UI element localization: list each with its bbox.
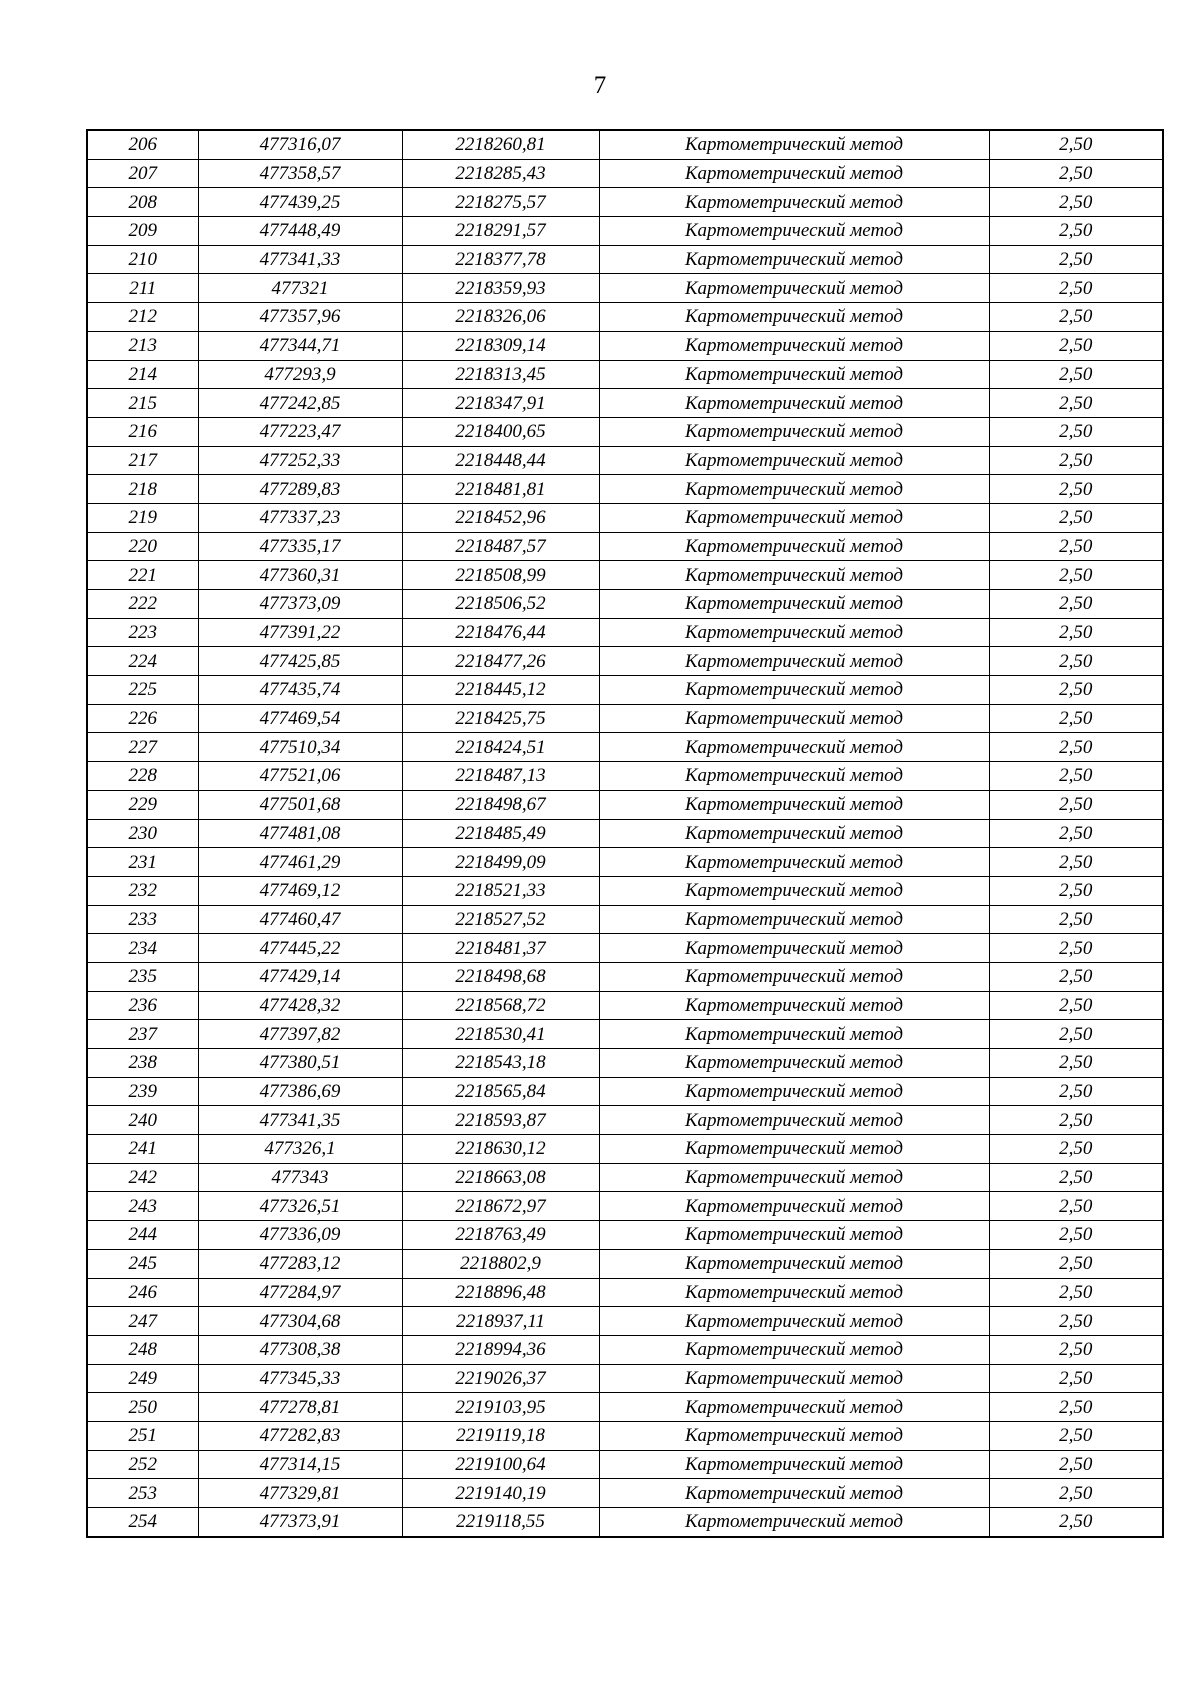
x-coordinate-cell: 477439,25 <box>198 188 402 217</box>
point-number-cell: 215 <box>87 389 198 418</box>
y-coordinate-cell: 2218481,37 <box>402 934 599 963</box>
y-coordinate-cell: 2218448,44 <box>402 446 599 475</box>
method-cell: Картометрический метод <box>599 704 989 733</box>
table-row <box>87 331 1163 360</box>
point-number-cell: 252 <box>87 1450 198 1479</box>
x-coordinate-cell: 477316,07 <box>198 130 402 159</box>
method-cell: Картометрический метод <box>599 1479 989 1508</box>
x-coordinate-cell: 477460,47 <box>198 905 402 934</box>
method-cell: Картометрический метод <box>599 1077 989 1106</box>
method-cell: Картометрический метод <box>599 733 989 762</box>
point-number-cell: 229 <box>87 790 198 819</box>
y-coordinate-cell: 2218347,91 <box>402 389 599 418</box>
point-number-cell: 208 <box>87 188 198 217</box>
table-row <box>87 303 1163 332</box>
accuracy-cell: 2,50 <box>989 1450 1163 1479</box>
table-row <box>87 1307 1163 1336</box>
accuracy-cell: 2,50 <box>989 1077 1163 1106</box>
method-cell: Картометрический метод <box>599 1364 989 1393</box>
table-row <box>87 962 1163 991</box>
accuracy-cell: 2,50 <box>989 1335 1163 1364</box>
x-coordinate-cell: 477469,12 <box>198 876 402 905</box>
table-row <box>87 1335 1163 1364</box>
point-number-cell: 224 <box>87 647 198 676</box>
x-coordinate-cell: 477386,69 <box>198 1077 402 1106</box>
accuracy-cell: 2,50 <box>989 819 1163 848</box>
point-number-cell: 233 <box>87 905 198 934</box>
method-cell: Картометрический метод <box>599 389 989 418</box>
point-number-cell: 250 <box>87 1393 198 1422</box>
method-cell: Картометрический метод <box>599 676 989 705</box>
y-coordinate-cell: 2218260,81 <box>402 130 599 159</box>
accuracy-cell: 2,50 <box>989 733 1163 762</box>
table-row <box>87 1135 1163 1164</box>
accuracy-cell: 2,50 <box>989 1106 1163 1135</box>
point-number-cell: 220 <box>87 532 198 561</box>
table-row <box>87 1393 1163 1422</box>
y-coordinate-cell: 2218291,57 <box>402 217 599 246</box>
accuracy-cell: 2,50 <box>989 1421 1163 1450</box>
table-row <box>87 934 1163 963</box>
table-row <box>87 217 1163 246</box>
table-row <box>87 130 1163 159</box>
y-coordinate-cell: 2218425,75 <box>402 704 599 733</box>
table-row <box>87 245 1163 274</box>
point-number-cell: 244 <box>87 1221 198 1250</box>
x-coordinate-cell: 477373,91 <box>198 1508 402 1537</box>
x-coordinate-cell: 477357,96 <box>198 303 402 332</box>
point-number-cell: 232 <box>87 876 198 905</box>
x-coordinate-cell: 477461,29 <box>198 848 402 877</box>
table-row <box>87 991 1163 1020</box>
table-row <box>87 417 1163 446</box>
method-cell: Картометрический метод <box>599 561 989 590</box>
x-coordinate-cell: 477308,38 <box>198 1335 402 1364</box>
y-coordinate-cell: 2218994,36 <box>402 1335 599 1364</box>
accuracy-cell: 2,50 <box>989 1307 1163 1336</box>
y-coordinate-cell: 2219140,19 <box>402 1479 599 1508</box>
x-coordinate-cell: 477397,82 <box>198 1020 402 1049</box>
table-row <box>87 762 1163 791</box>
y-coordinate-cell: 2218565,84 <box>402 1077 599 1106</box>
y-coordinate-cell: 2218498,67 <box>402 790 599 819</box>
point-number-cell: 212 <box>87 303 198 332</box>
x-coordinate-cell: 477337,23 <box>198 503 402 532</box>
method-cell: Картометрический метод <box>599 1508 989 1537</box>
table-row <box>87 1450 1163 1479</box>
point-number-cell: 238 <box>87 1049 198 1078</box>
method-cell: Картометрический метод <box>599 1192 989 1221</box>
accuracy-cell: 2,50 <box>989 1364 1163 1393</box>
table-row <box>87 1278 1163 1307</box>
accuracy-cell: 2,50 <box>989 389 1163 418</box>
x-coordinate-cell: 477282,83 <box>198 1421 402 1450</box>
x-coordinate-cell: 477293,9 <box>198 360 402 389</box>
x-coordinate-cell: 477373,09 <box>198 590 402 619</box>
point-number-cell: 247 <box>87 1307 198 1336</box>
accuracy-cell: 2,50 <box>989 303 1163 332</box>
method-cell: Картометрический метод <box>599 503 989 532</box>
accuracy-cell: 2,50 <box>989 188 1163 217</box>
table-row <box>87 1221 1163 1250</box>
y-coordinate-cell: 2218521,33 <box>402 876 599 905</box>
point-number-cell: 235 <box>87 962 198 991</box>
method-cell: Картометрический метод <box>599 274 989 303</box>
method-cell: Картометрический метод <box>599 819 989 848</box>
table-row <box>87 1163 1163 1192</box>
method-cell: Картометрический метод <box>599 762 989 791</box>
table-row <box>87 1020 1163 1049</box>
accuracy-cell: 2,50 <box>989 159 1163 188</box>
x-coordinate-cell: 477341,35 <box>198 1106 402 1135</box>
table-row <box>87 905 1163 934</box>
method-cell: Картометрический метод <box>599 1163 989 1192</box>
table-row <box>87 819 1163 848</box>
point-number-cell: 234 <box>87 934 198 963</box>
point-number-cell: 246 <box>87 1278 198 1307</box>
point-number-cell: 226 <box>87 704 198 733</box>
y-coordinate-cell: 2218498,68 <box>402 962 599 991</box>
accuracy-cell: 2,50 <box>989 1020 1163 1049</box>
y-coordinate-cell: 2218630,12 <box>402 1135 599 1164</box>
x-coordinate-cell: 477481,08 <box>198 819 402 848</box>
x-coordinate-cell: 477429,14 <box>198 962 402 991</box>
point-number-cell: 221 <box>87 561 198 590</box>
y-coordinate-cell: 2218481,81 <box>402 475 599 504</box>
point-number-cell: 245 <box>87 1249 198 1278</box>
method-cell: Картометрический метод <box>599 130 989 159</box>
x-coordinate-cell: 477321 <box>198 274 402 303</box>
accuracy-cell: 2,50 <box>989 1163 1163 1192</box>
x-coordinate-cell: 477391,22 <box>198 618 402 647</box>
accuracy-cell: 2,50 <box>989 503 1163 532</box>
method-cell: Картометрический метод <box>599 331 989 360</box>
accuracy-cell: 2,50 <box>989 1221 1163 1250</box>
x-coordinate-cell: 477445,22 <box>198 934 402 963</box>
x-coordinate-cell: 477521,06 <box>198 762 402 791</box>
x-coordinate-cell: 477343 <box>198 1163 402 1192</box>
accuracy-cell: 2,50 <box>989 1135 1163 1164</box>
method-cell: Картометрический метод <box>599 532 989 561</box>
point-number-cell: 216 <box>87 417 198 446</box>
y-coordinate-cell: 2219100,64 <box>402 1450 599 1479</box>
method-cell: Картометрический метод <box>599 446 989 475</box>
method-cell: Картометрический метод <box>599 1049 989 1078</box>
accuracy-cell: 2,50 <box>989 991 1163 1020</box>
x-coordinate-cell: 477341,33 <box>198 245 402 274</box>
x-coordinate-cell: 477448,49 <box>198 217 402 246</box>
accuracy-cell: 2,50 <box>989 331 1163 360</box>
point-number-cell: 217 <box>87 446 198 475</box>
accuracy-cell: 2,50 <box>989 790 1163 819</box>
accuracy-cell: 2,50 <box>989 475 1163 504</box>
point-number-cell: 242 <box>87 1163 198 1192</box>
accuracy-cell: 2,50 <box>989 1192 1163 1221</box>
accuracy-cell: 2,50 <box>989 561 1163 590</box>
accuracy-cell: 2,50 <box>989 417 1163 446</box>
accuracy-cell: 2,50 <box>989 905 1163 934</box>
accuracy-cell: 2,50 <box>989 1508 1163 1537</box>
y-coordinate-cell: 2218275,57 <box>402 188 599 217</box>
table-row <box>87 733 1163 762</box>
method-cell: Картометрический метод <box>599 618 989 647</box>
table-row <box>87 618 1163 647</box>
method-cell: Картометрический метод <box>599 1221 989 1250</box>
point-number-cell: 231 <box>87 848 198 877</box>
accuracy-cell: 2,50 <box>989 217 1163 246</box>
table-row <box>87 1421 1163 1450</box>
accuracy-cell: 2,50 <box>989 762 1163 791</box>
x-coordinate-cell: 477329,81 <box>198 1479 402 1508</box>
table-row <box>87 389 1163 418</box>
x-coordinate-cell: 477252,33 <box>198 446 402 475</box>
point-number-cell: 237 <box>87 1020 198 1049</box>
x-coordinate-cell: 477223,47 <box>198 417 402 446</box>
table-row <box>87 360 1163 389</box>
method-cell: Картометрический метод <box>599 1307 989 1336</box>
y-coordinate-cell: 2219118,55 <box>402 1508 599 1537</box>
accuracy-cell: 2,50 <box>989 876 1163 905</box>
y-coordinate-cell: 2218937,11 <box>402 1307 599 1336</box>
table-row <box>87 704 1163 733</box>
method-cell: Картометрический метод <box>599 360 989 389</box>
point-number-cell: 243 <box>87 1192 198 1221</box>
method-cell: Картометрический метод <box>599 962 989 991</box>
y-coordinate-cell: 2218445,12 <box>402 676 599 705</box>
method-cell: Картометрический метод <box>599 876 989 905</box>
x-coordinate-cell: 477283,12 <box>198 1249 402 1278</box>
accuracy-cell: 2,50 <box>989 934 1163 963</box>
table-row <box>87 647 1163 676</box>
method-cell: Картометрический метод <box>599 188 989 217</box>
x-coordinate-cell: 477380,51 <box>198 1049 402 1078</box>
page-number: 7 <box>593 72 607 99</box>
method-cell: Картометрический метод <box>599 1278 989 1307</box>
x-coordinate-cell: 477284,97 <box>198 1278 402 1307</box>
method-cell: Картометрический метод <box>599 245 989 274</box>
x-coordinate-cell: 477326,51 <box>198 1192 402 1221</box>
accuracy-cell: 2,50 <box>989 446 1163 475</box>
y-coordinate-cell: 2218568,72 <box>402 991 599 1020</box>
x-coordinate-cell: 477344,71 <box>198 331 402 360</box>
method-cell: Картометрический метод <box>599 217 989 246</box>
x-coordinate-cell: 477501,68 <box>198 790 402 819</box>
point-number-cell: 248 <box>87 1335 198 1364</box>
x-coordinate-cell: 477314,15 <box>198 1450 402 1479</box>
point-number-cell: 254 <box>87 1508 198 1537</box>
x-coordinate-cell: 477304,68 <box>198 1307 402 1336</box>
method-cell: Картометрический метод <box>599 1249 989 1278</box>
x-coordinate-cell: 477469,54 <box>198 704 402 733</box>
point-number-cell: 253 <box>87 1479 198 1508</box>
coordinates-table-body <box>87 130 1163 1537</box>
table-row <box>87 1049 1163 1078</box>
y-coordinate-cell: 2218499,09 <box>402 848 599 877</box>
method-cell: Картометрический метод <box>599 1106 989 1135</box>
y-coordinate-cell: 2218593,87 <box>402 1106 599 1135</box>
table-row <box>87 1249 1163 1278</box>
point-number-cell: 240 <box>87 1106 198 1135</box>
accuracy-cell: 2,50 <box>989 130 1163 159</box>
table-row <box>87 1479 1163 1508</box>
x-coordinate-cell: 477435,74 <box>198 676 402 705</box>
point-number-cell: 207 <box>87 159 198 188</box>
point-number-cell: 209 <box>87 217 198 246</box>
x-coordinate-cell: 477336,09 <box>198 1221 402 1250</box>
accuracy-cell: 2,50 <box>989 848 1163 877</box>
y-coordinate-cell: 2218377,78 <box>402 245 599 274</box>
accuracy-cell: 2,50 <box>989 590 1163 619</box>
table-row <box>87 1508 1163 1537</box>
method-cell: Картометрический метод <box>599 647 989 676</box>
method-cell: Картометрический метод <box>599 159 989 188</box>
y-coordinate-cell: 2218313,45 <box>402 360 599 389</box>
method-cell: Картометрический метод <box>599 303 989 332</box>
y-coordinate-cell: 2218506,52 <box>402 590 599 619</box>
y-coordinate-cell: 2218487,13 <box>402 762 599 791</box>
method-cell: Картометрический метод <box>599 1393 989 1422</box>
table-row <box>87 790 1163 819</box>
accuracy-cell: 2,50 <box>989 1049 1163 1078</box>
point-number-cell: 249 <box>87 1364 198 1393</box>
y-coordinate-cell: 2218477,26 <box>402 647 599 676</box>
point-number-cell: 210 <box>87 245 198 274</box>
y-coordinate-cell: 2219103,95 <box>402 1393 599 1422</box>
table-row <box>87 848 1163 877</box>
point-number-cell: 251 <box>87 1421 198 1450</box>
point-number-cell: 228 <box>87 762 198 791</box>
accuracy-cell: 2,50 <box>989 1278 1163 1307</box>
point-number-cell: 211 <box>87 274 198 303</box>
method-cell: Картометрический метод <box>599 1450 989 1479</box>
table-row <box>87 532 1163 561</box>
method-cell: Картометрический метод <box>599 1020 989 1049</box>
accuracy-cell: 2,50 <box>989 1249 1163 1278</box>
table-row <box>87 159 1163 188</box>
table-row <box>87 475 1163 504</box>
table-row <box>87 1077 1163 1106</box>
y-coordinate-cell: 2218530,41 <box>402 1020 599 1049</box>
accuracy-cell: 2,50 <box>989 1393 1163 1422</box>
x-coordinate-cell: 477428,32 <box>198 991 402 1020</box>
y-coordinate-cell: 2218663,08 <box>402 1163 599 1192</box>
x-coordinate-cell: 477289,83 <box>198 475 402 504</box>
point-number-cell: 225 <box>87 676 198 705</box>
table-row <box>87 446 1163 475</box>
x-coordinate-cell: 477326,1 <box>198 1135 402 1164</box>
y-coordinate-cell: 2219119,18 <box>402 1421 599 1450</box>
y-coordinate-cell: 2218359,93 <box>402 274 599 303</box>
table-row <box>87 1106 1163 1135</box>
accuracy-cell: 2,50 <box>989 532 1163 561</box>
table-row <box>87 590 1163 619</box>
table-row <box>87 561 1163 590</box>
point-number-cell: 219 <box>87 503 198 532</box>
method-cell: Картометрический метод <box>599 848 989 877</box>
point-number-cell: 214 <box>87 360 198 389</box>
method-cell: Картометрический метод <box>599 991 989 1020</box>
method-cell: Картометрический метод <box>599 905 989 934</box>
point-number-cell: 230 <box>87 819 198 848</box>
method-cell: Картометрический метод <box>599 1421 989 1450</box>
x-coordinate-cell: 477278,81 <box>198 1393 402 1422</box>
point-number-cell: 223 <box>87 618 198 647</box>
table-row <box>87 1192 1163 1221</box>
y-coordinate-cell: 2218400,65 <box>402 417 599 446</box>
x-coordinate-cell: 477242,85 <box>198 389 402 418</box>
method-cell: Картометрический метод <box>599 475 989 504</box>
y-coordinate-cell: 2218285,43 <box>402 159 599 188</box>
y-coordinate-cell: 2218672,97 <box>402 1192 599 1221</box>
point-number-cell: 206 <box>87 130 198 159</box>
accuracy-cell: 2,50 <box>989 618 1163 647</box>
point-number-cell: 222 <box>87 590 198 619</box>
y-coordinate-cell: 2218527,52 <box>402 905 599 934</box>
y-coordinate-cell: 2218508,99 <box>402 561 599 590</box>
point-number-cell: 241 <box>87 1135 198 1164</box>
y-coordinate-cell: 2218424,51 <box>402 733 599 762</box>
accuracy-cell: 2,50 <box>989 1479 1163 1508</box>
method-cell: Картометрический метод <box>599 590 989 619</box>
x-coordinate-cell: 477358,57 <box>198 159 402 188</box>
method-cell: Картометрический метод <box>599 1135 989 1164</box>
accuracy-cell: 2,50 <box>989 962 1163 991</box>
table-row <box>87 876 1163 905</box>
y-coordinate-cell: 2218309,14 <box>402 331 599 360</box>
accuracy-cell: 2,50 <box>989 704 1163 733</box>
x-coordinate-cell: 477345,33 <box>198 1364 402 1393</box>
coordinates-table <box>86 129 1164 1538</box>
table-row <box>87 676 1163 705</box>
x-coordinate-cell: 477425,85 <box>198 647 402 676</box>
y-coordinate-cell: 2218543,18 <box>402 1049 599 1078</box>
y-coordinate-cell: 2219026,37 <box>402 1364 599 1393</box>
method-cell: Картометрический метод <box>599 417 989 446</box>
point-number-cell: 239 <box>87 1077 198 1106</box>
accuracy-cell: 2,50 <box>989 245 1163 274</box>
table-row <box>87 503 1163 532</box>
accuracy-cell: 2,50 <box>989 274 1163 303</box>
point-number-cell: 236 <box>87 991 198 1020</box>
y-coordinate-cell: 2218487,57 <box>402 532 599 561</box>
y-coordinate-cell: 2218802,9 <box>402 1249 599 1278</box>
y-coordinate-cell: 2218896,48 <box>402 1278 599 1307</box>
point-number-cell: 227 <box>87 733 198 762</box>
x-coordinate-cell: 477360,31 <box>198 561 402 590</box>
y-coordinate-cell: 2218763,49 <box>402 1221 599 1250</box>
table-row <box>87 1364 1163 1393</box>
x-coordinate-cell: 477510,34 <box>198 733 402 762</box>
point-number-cell: 213 <box>87 331 198 360</box>
accuracy-cell: 2,50 <box>989 647 1163 676</box>
x-coordinate-cell: 477335,17 <box>198 532 402 561</box>
table-row <box>87 188 1163 217</box>
y-coordinate-cell: 2218452,96 <box>402 503 599 532</box>
method-cell: Картометрический метод <box>599 934 989 963</box>
table-row <box>87 274 1163 303</box>
y-coordinate-cell: 2218476,44 <box>402 618 599 647</box>
accuracy-cell: 2,50 <box>989 676 1163 705</box>
point-number-cell: 218 <box>87 475 198 504</box>
accuracy-cell: 2,50 <box>989 360 1163 389</box>
y-coordinate-cell: 2218485,49 <box>402 819 599 848</box>
method-cell: Картометрический метод <box>599 790 989 819</box>
y-coordinate-cell: 2218326,06 <box>402 303 599 332</box>
method-cell: Картометрический метод <box>599 1335 989 1364</box>
